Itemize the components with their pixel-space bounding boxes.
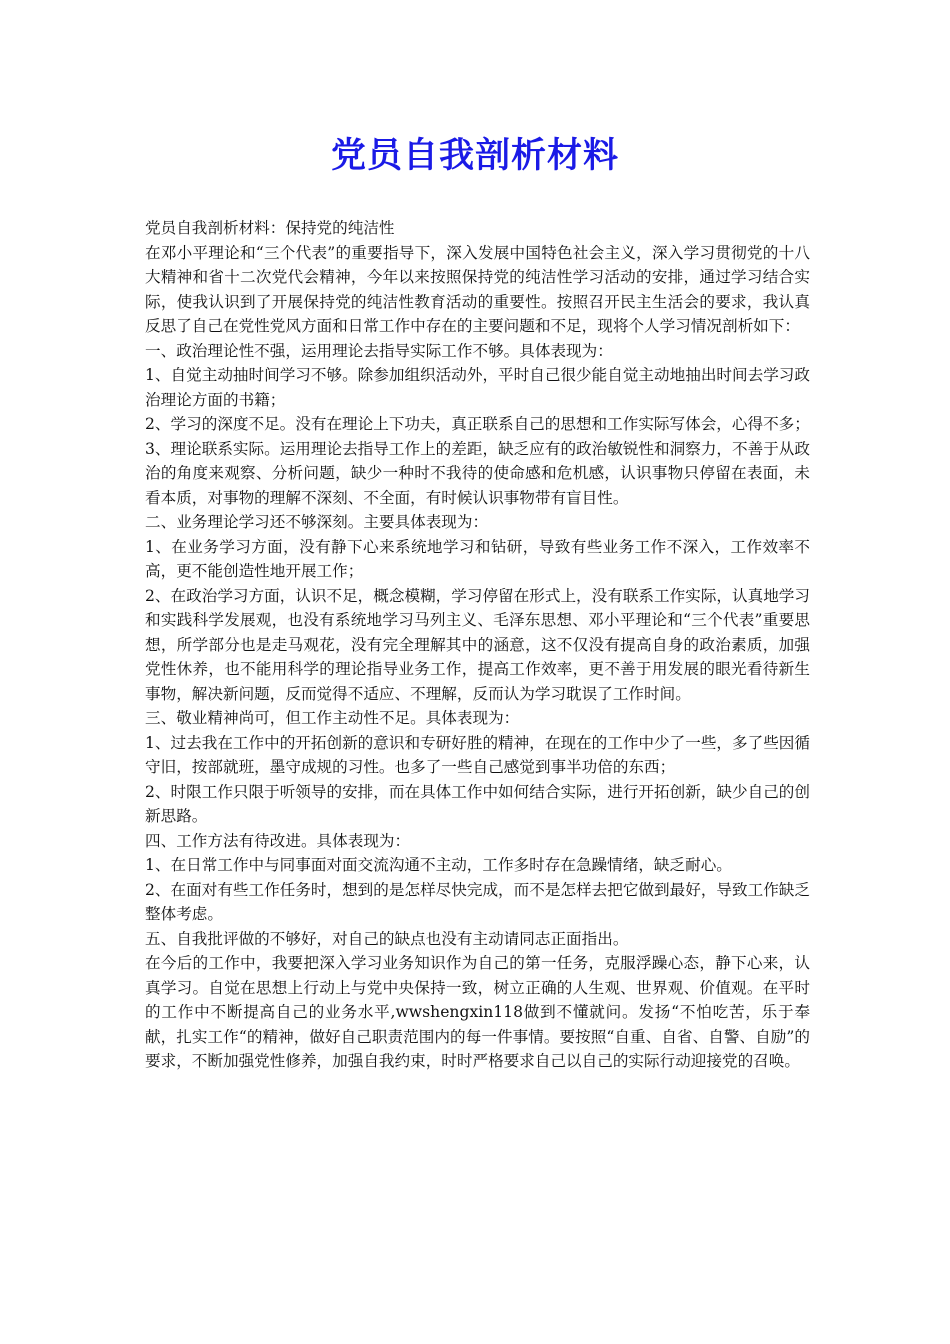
section-heading-3: 三、敬业精神尚可，但工作主动性不足。具体表现为： — [145, 709, 520, 727]
body-paragraph: 3、理论联系实际。运用理论去指导工作上的差距，缺乏应有的政治敏锐性和洞察力，不善于从政治的角度来观察、分析问题，缺少一种时不我待的使命感和危机感，认识事物只停留在表面，未看本质，对事物的理解不深刻、不全面，有时候认识事物带有盲目性。 — [145, 439, 810, 507]
section-heading-1: 一、政治理论性不强，运用理论去指导实际工作不够。具体表现为： — [145, 341, 613, 360]
body-paragraph: 1、自觉主动抽时间学习不够。除参加组织活动外，平时自己很少能自觉主动地抽出时间去学习政治理论方面的书籍； — [145, 366, 810, 409]
conclusion-paragraph: 在今后的工作中，我要把深入学习业务知识作为自己的第一任务，克服浮躁心态，静下心来，认真学习。自觉在思想上行动上与党中央保持一致，树立正确的人生观、世界观、价值观。在平时的工作中不断提高自己的业务水平,wwshengxin118做到不懂就问。发扬“不怕吃苦，乐于奉献，扎实工作“的精神，做好自己职责范围内的每一件事情。要按照“自重、自省、自警、自励”的要求，不断加强党性修养，加强自我约束，时时严格要求自己以自己的实际行动迎接党的召唤。 — [145, 954, 810, 1070]
body-paragraph: 2、时限工作只限于听领导的安排，而在具体工作中如何结合实际，进行开拓创新，缺少自己的创新思路。 — [145, 782, 810, 825]
section-heading-2: 二、业务理论学习还不够深刻。主要具体表现为： — [145, 513, 489, 531]
section-heading-5: 五、自我批评做的不够好，对自己的缺点也没有主动请同志正面指出。 — [145, 929, 629, 948]
body-paragraph: 1、在业务学习方面，没有静下心来系统地学习和钻研，导致有些业务工作不深入，工作效率不高，更不能创造性地开展工作； — [145, 537, 810, 580]
document-body — [145, 216, 810, 1074]
body-paragraph: 1、在日常工作中与同事面对面交流沟通不主动，工作多时存在急躁情绪，缺乏耐心。 — [145, 856, 732, 874]
body-paragraph: 2、学习的深度不足。没有在理论上下功夫，真正联系自己的思想和工作实际写体会，心得不多； — [145, 415, 810, 433]
body-paragraph: 2、在面对有些工作任务时，想到的是怎样尽快完成，而不是怎样去把它做到最好，导致工作缺乏整体考虑。 — [145, 880, 810, 923]
body-paragraph: 2、在政治学习方面，认识不足，概念模糊，学习停留在形式上，没有联系工作实际，认真地学习和实践科学发展观，也没有系统地学习马列主义、毛泽东思想、邓小平理论和“三个代表”重要思想，所学部分也是走马观花，没有完全理解其中的涵意，这不仅没有提高自身的政治素质，加强党性休养，也不能用科学的理论指导业务工作，提高工作效率，更不善于用发展的眼光看待新生事物，解决新问题，反而觉得不适应、不理解，反而认为学习耽误了工作时间。 — [145, 586, 810, 703]
body-paragraph: 1、过去我在工作中的开拓创新的意识和专研好胜的精神，在现在的工作中少了一些，多了些因循守旧，按部就班，墨守成规的习性。也多了一些自己感觉到事半功倍的东西； — [145, 733, 810, 776]
section-heading-4: 四、工作方法有待改进。具体表现为： — [145, 831, 411, 850]
document-title: 党员自我剖析材料 — [330, 136, 619, 176]
intro-paragraph: 在邓小平理论和“三个代表”的重要指导下，深入发展中国特色社会主义，深入学习贯彻党的十八大精神和省十二次党代会精神，今年以来按照保持党的纯洁性学习活动的安排，通过学习结合实际，使我认识到了开展保持党的纯洁性教育活动的重要性。按照召开民主生活会的要求，我认真反思了自己在党性党风方面和日常工作中存在的主要问题和不足，现将个人学习情况剖析如下： — [145, 243, 810, 335]
subtitle-paragraph: 党员自我剖析材料：保持党的纯洁性 — [145, 219, 395, 237]
